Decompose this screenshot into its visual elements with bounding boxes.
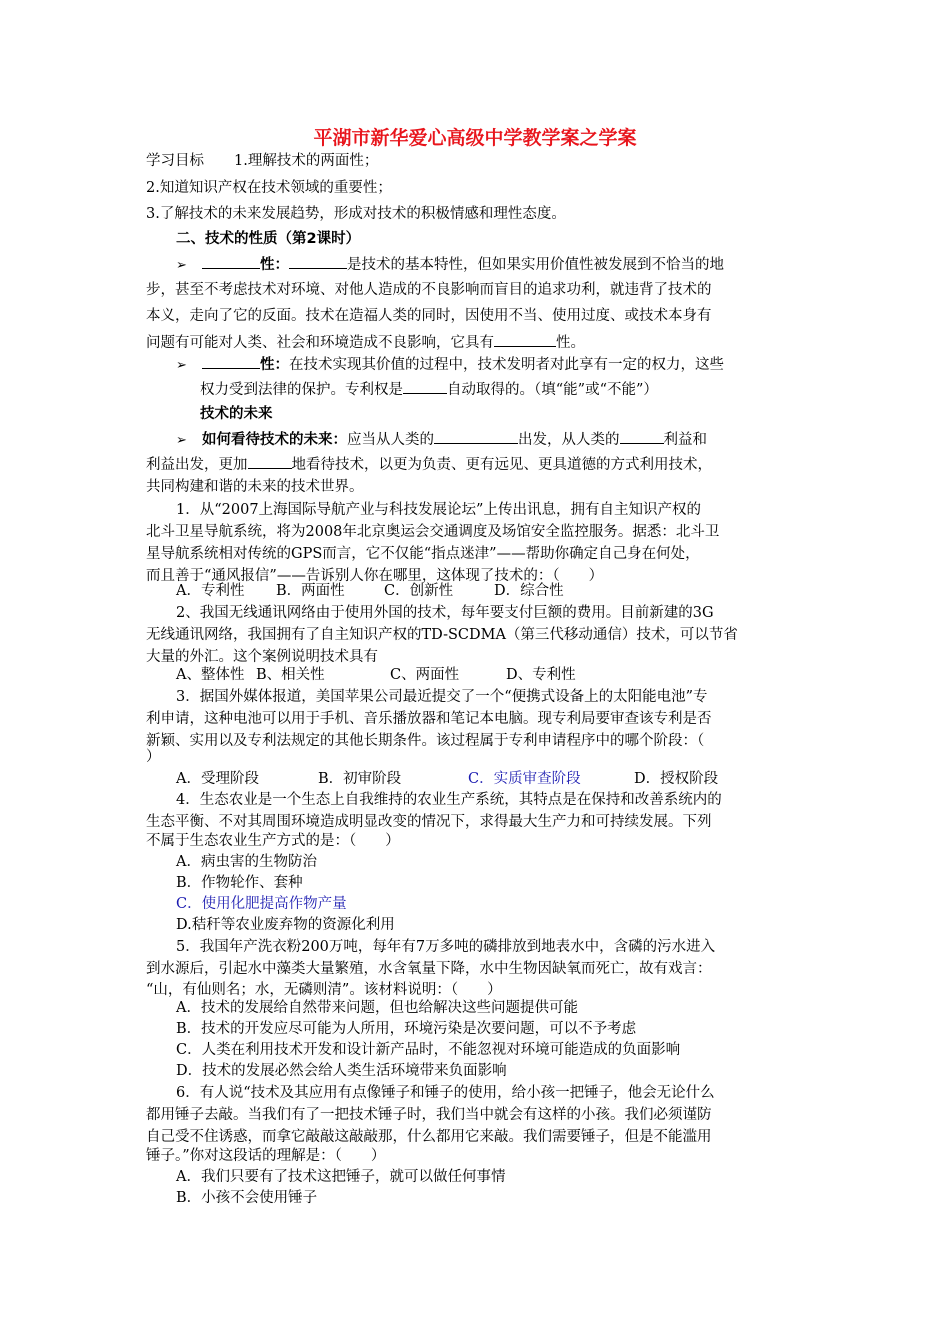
property-1-line-1: ➢ 性： 是技术的基本特性，但如果实用价值性被发展到不恰当的地 [176, 253, 724, 277]
arrow-bullet-icon: ➢ [176, 358, 187, 373]
future-line-1: ➢ 如何看待技术的未来：应当从人类的 出发，从人类的 利益和 [176, 428, 707, 452]
section-heading: 二、技术的性质（第2课时） [176, 231, 361, 247]
option[interactable]: D．综合性 [494, 583, 564, 599]
blank-field[interactable] [620, 428, 664, 444]
page-title: 平湖市新华爱心高级中学教学案之学案 [313, 127, 637, 149]
property-1-line-3: 本义，走向了它的反面。技术在造福人类的同时，因使用不当、使用过度、或技术本身有 [146, 308, 712, 324]
q6-line-1: 6．有人说“技术及其应用有点像锤子和锤子的使用，给小孩一把锤子，他会无论什么 [176, 1085, 715, 1101]
q2-line-2: 无线通讯网络，我国拥有了自主知识产权的TD-SCDMA（第三代移动通信）技术，可以节省 [146, 627, 738, 643]
option[interactable]: B．技术的开发应尽可能为人所用，环境污染是次要问题，可以不予考虑 [176, 1021, 637, 1037]
blank-field[interactable] [494, 331, 556, 347]
q5-line-1: 5．我国年产洗衣粉200万吨，每年有7万多吨的磷排放到地表水中，含磷的污水进入 [176, 939, 716, 955]
option[interactable]: B、相关性 [256, 667, 325, 683]
option[interactable]: D.秸秆等农业废弃物的资源化利用 [176, 917, 395, 933]
q3-options [176, 768, 718, 790]
blank-field[interactable] [403, 378, 447, 394]
q1-options [176, 580, 564, 602]
option[interactable]: B．作物轮作、套种 [176, 875, 303, 891]
q1-line-1: 1．从“2007上海国际导航产业与科技发展论坛”上传出讯息，拥有自主知识产权的 [176, 502, 701, 518]
option[interactable]: A．我们只要有了技术这把锤子，就可以做任何事情 [176, 1169, 506, 1185]
q3-line-4: ） [146, 749, 161, 765]
option[interactable]: A、整体性 [176, 667, 245, 683]
q1-line-2: 北斗卫星导航系统，将为2008年北京奥运会交通调度及场馆安全监控服务。据悉：北斗卫 [146, 524, 720, 540]
option[interactable]: D、专利性 [506, 667, 576, 683]
property-1-line-2: 步，甚至不考虑技术对环境、对他人造成的不良影响而盲目的追求功利，就违背了技术的 [146, 282, 712, 298]
q5-line-3: “山，有仙则名；水，无磷则清”。该材料说明：（ ） [146, 982, 502, 998]
q2-line-3: 大量的外汇。这个案例说明技术具有 [146, 649, 378, 665]
option[interactable]: C．人类在利用技术开发和设计新产品时，不能忽视对环境可能造成的负面影响 [176, 1042, 681, 1058]
option[interactable]: A．技术的发展给自然带来问题，但也给解决这些问题提供可能 [176, 1000, 578, 1016]
option[interactable]: A．病虫害的生物防治 [176, 854, 317, 870]
option[interactable]: C．实质审查阶段 [468, 771, 581, 787]
property-1-line-4: 问题有可能对人类、社会和环境造成不良影响，它具有 性。 [146, 331, 585, 354]
property-2-line-2: 权力受到法律的保护。专利权是 自动取得的。（填“能”或“不能”） [200, 378, 658, 401]
q1-line-4: 而且善于“通风报信”——告诉别人你在哪里，这体现了技术的：（ ） [146, 568, 604, 584]
q6-line-2: 都用锤子去敲。当我们有了一把技术锤子时，我们当中就会有这样的小孩。我们必须谨防 [146, 1107, 712, 1123]
future-heading: 技术的未来 [200, 406, 273, 422]
q3-line-3: 新颖、实用以及专利法规定的其他长期条件。该过程属于专利申请程序中的哪个阶段：（ [146, 733, 705, 749]
option[interactable]: A．专利性 [176, 583, 245, 599]
q4-line-1: 4．生态农业是一个生态上自我维持的农业生产系统，其特点是在保持和改善系统内的 [176, 792, 722, 808]
q1-line-3: 星导航系统相对传统的GPS而言，它不仅能“指点迷津”——帮助你确定自己身在何处， [146, 546, 700, 562]
option[interactable]: C、两面性 [390, 667, 460, 683]
option[interactable]: B．初审阶段 [318, 771, 402, 787]
q6-line-4: 锤子。”你对这段话的理解是：（ ） [146, 1148, 386, 1164]
q3-line-1: 3．据国外媒体报道，美国苹果公司最近提交了一个“便携式设备上的太阳能电池”专 [176, 689, 708, 705]
future-line-2: 利益出发，更加 地看待技术，以更为负责、更有远见、更具道德的方式利用技术， [146, 453, 712, 476]
objectives-line-1 [146, 150, 378, 172]
arrow-bullet-icon: ➢ [176, 433, 187, 448]
option[interactable]: A．受理阶段 [176, 771, 259, 787]
option[interactable]: C．创新性 [384, 583, 454, 599]
q5-line-2: 到水源后，引起水中藻类大量繁殖，水含氧量下降，水中生物因缺氧而死亡，故有戏言： [146, 961, 712, 977]
property-2-line-1: ➢ 性：在技术实现其价值的过程中，技术发明者对此享有一定的权力，这些 [176, 353, 724, 377]
q6-line-3: 自己受不住诱惑，而拿它敲敲这敲敲那，什么都用它来敲。我们需要锤子，但是不能滥用 [146, 1129, 712, 1145]
option[interactable]: D．技术的发展必然会给人类生活环境带来负面影响 [176, 1063, 507, 1079]
blank-field[interactable] [289, 253, 347, 269]
blank-field[interactable] [202, 253, 260, 269]
option[interactable]: C．使用化肥提高作物产量 [176, 896, 347, 912]
objective-item-2: 2.知道知识产权在技术领域的重要性； [146, 180, 392, 196]
q4-line-3: 不属于生态农业生产方式的是：（ ） [146, 833, 400, 849]
blank-field[interactable] [202, 353, 260, 369]
option[interactable]: D．授权阶段 [634, 771, 719, 787]
objectives-label: 学习目标 [146, 153, 204, 169]
q4-line-2: 生态平衡、不对其周围环境造成明显改变的情况下，求得最大生产力和可持续发展。下列 [146, 814, 712, 830]
blank-field[interactable] [248, 453, 292, 469]
objective-item-3: 3.了解技术的未来发展趋势，形成对技术的积极情感和理性态度。 [146, 206, 566, 222]
option[interactable]: B．小孩不会使用锤子 [176, 1190, 318, 1206]
option[interactable]: B．两面性 [276, 583, 345, 599]
blank-field[interactable] [434, 428, 518, 444]
objective-item-1: 1.理解技术的两面性； [234, 153, 379, 169]
future-line-3: 共同构建和谐的未来的技术世界。 [146, 479, 364, 495]
q2-line-1: 2、我国无线通讯网络由于使用外国的技术，每年要支付巨额的费用。目前新建的3G [176, 605, 714, 621]
q2-options [176, 664, 576, 686]
q3-line-2: 利申请，这种电池可以用于手机、音乐播放器和笔记本电脑。现专利局要审查该专利是否 [146, 711, 712, 727]
arrow-bullet-icon: ➢ [176, 258, 187, 273]
